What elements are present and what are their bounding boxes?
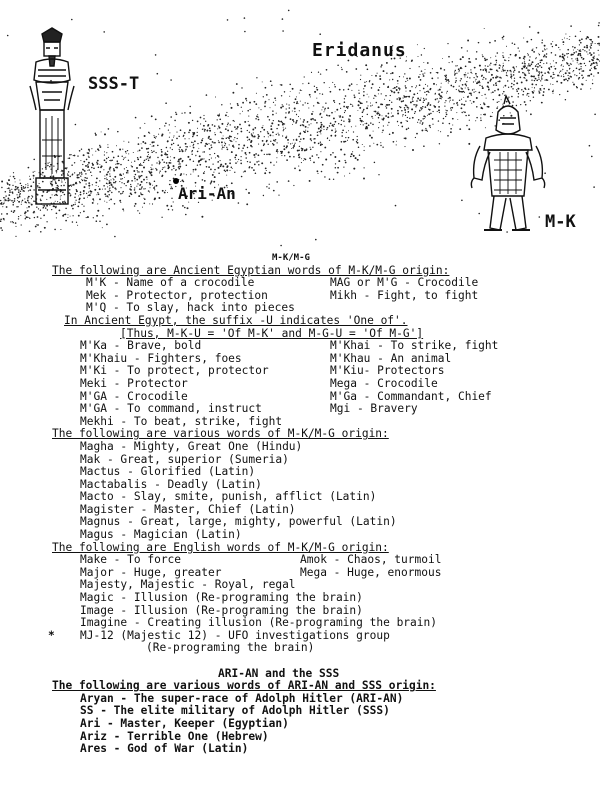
m-k-reptilian-figure-icon (471, 96, 544, 230)
ari-title: ARI-AN and the SSS (218, 666, 340, 680)
word: Ariz - Terrible One (Hebrew) (80, 729, 269, 743)
label-ari-an: Ari-An (178, 184, 236, 203)
word: M'Ki - To protect, protector (80, 364, 269, 378)
word: Amok - Chaos, turmoil (300, 553, 442, 567)
word: Aryan - The super-race of Adolph Hitler (ARI-AN) (80, 691, 404, 705)
word: M'Kiu- Protectors (330, 364, 445, 378)
galaxy-star-field-icon (0, 10, 600, 247)
ari-heading: The following are various words of ARI-AN and SSS origin: (52, 679, 436, 693)
label-eridanus: Eridanus (312, 40, 407, 61)
word: M'Khaiu - Fighters, foes (80, 351, 242, 365)
star-marker: * (48, 628, 55, 642)
word: MAG or M'G - Crocodile (330, 276, 479, 290)
word: M'Khau - An animal (330, 351, 452, 365)
word: Mek - Protector, protection (86, 288, 268, 302)
word: Mega - Huge, enormous (300, 565, 442, 579)
word: Magister - Master, Chief (Latin) (80, 502, 296, 516)
thus-note: [Thus, M-K-U = 'Of M-K' and M-G-U = 'Of M-G'] (120, 326, 424, 340)
word: Make - To force (80, 553, 182, 567)
word: Magnus - Great, large, mighty, powerful (Latin) (80, 515, 397, 529)
word: M'GA - To command, instruct (80, 402, 262, 416)
word: M'Ga - Commandant, Chief (330, 389, 492, 403)
word: Major - Huge, greater (80, 565, 222, 579)
egypt-heading: The following are Ancient Egyptian words of M-K/M-G origin: (52, 263, 450, 277)
word: Image - Illusion (Re-programing the brain) (80, 603, 363, 617)
word: (Re-programing the brain) (146, 641, 315, 655)
word: Mega - Crocodile (330, 376, 438, 390)
sss-t-statue-icon (30, 28, 74, 204)
word: Mgi - Bravery (330, 402, 418, 416)
word: MJ-12 (Majestic 12) - UFO investigations group (80, 628, 390, 642)
word: M'Khai - To strike, fight (330, 339, 499, 353)
word: M'GA - Crocodile (80, 389, 188, 403)
word: Imagine - Creating illusion (Re-programing the brain) (80, 616, 437, 630)
word: Mactus - Glorified (Latin) (80, 465, 256, 479)
word: M'Q - To slay, hack into pieces (86, 301, 295, 315)
word: M'K - Name of a crocodile (86, 276, 255, 290)
label-sss-t: SSS-T (88, 74, 140, 94)
illustration (0, 0, 600, 258)
word: Ari - Master, Keeper (Egyptian) (80, 716, 289, 730)
word: Ares - God of War (Latin) (80, 742, 249, 756)
word-list (0, 252, 600, 756)
various-heading: The following are various words of M-K/M-G origin: (52, 427, 389, 441)
word: Magha - Mighty, Great One (Hindu) (80, 439, 303, 453)
word: M'Ka - Brave, bold (80, 339, 202, 353)
mk-title: M-K/M-G (272, 253, 310, 263)
word: Mak - Great, superior (Sumeria) (80, 452, 289, 466)
word: Macto - Slay, smite, punish, afflict (Latin) (80, 490, 377, 504)
word: Mactabalis - Deadly (Latin) (80, 477, 262, 491)
word: Mikh - Fight, to fight (330, 288, 479, 302)
word: Magic - Illusion (Re-programing the brain) (80, 591, 363, 605)
suffix-note: In Ancient Egypt, the suffix -U indicates 'One of'. (64, 313, 408, 327)
label-m-k: M-K (545, 212, 576, 232)
english-heading: The following are English words of M-K/M-G origin: (52, 540, 389, 554)
word: Mekhi - To beat, strike, fight (80, 414, 283, 428)
word: Majesty, Majestic - Royal, regal (80, 578, 296, 592)
word: Meki - Protector (80, 376, 188, 390)
word: SS - The elite military of Adolph Hitler (SSS) (80, 704, 390, 718)
word: Magus - Magician (Latin) (80, 528, 242, 542)
